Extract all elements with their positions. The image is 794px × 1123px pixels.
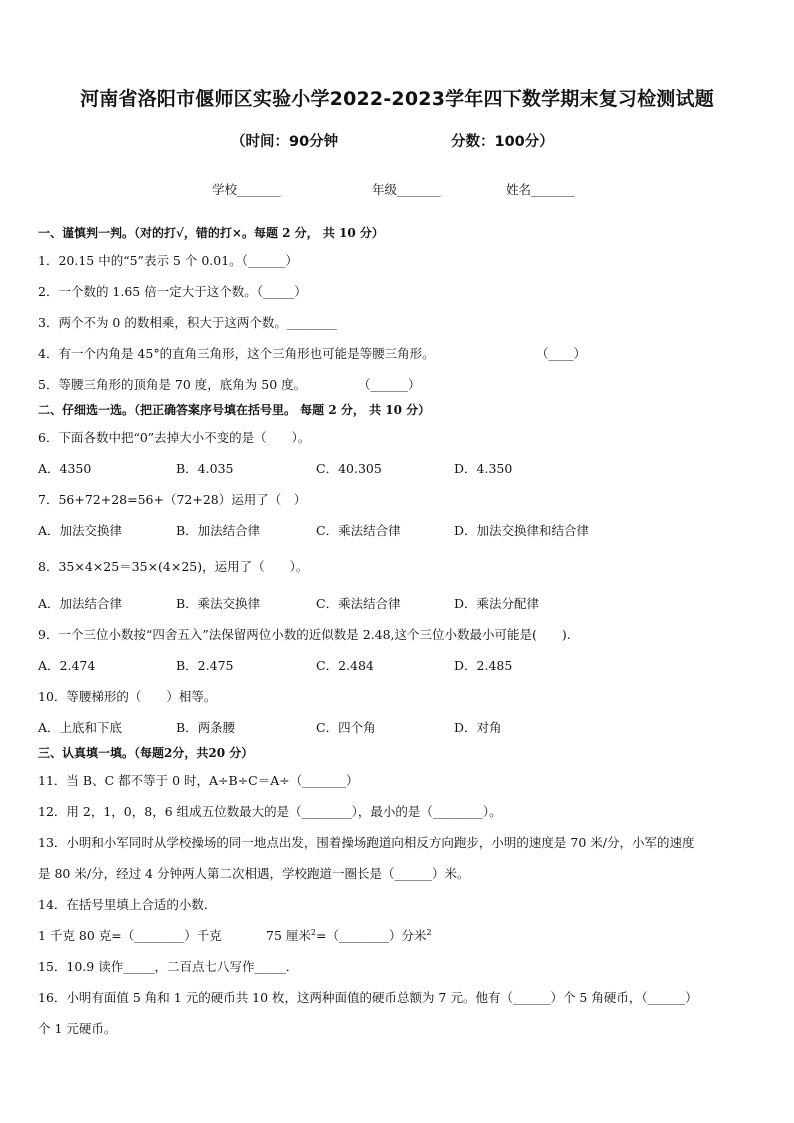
q6-option-d: D．4.350 xyxy=(454,461,513,476)
question-3: 3．两个不为 0 的数相乘，积大于这两个数。________ xyxy=(38,315,337,330)
page-title: 河南省洛阳市偃师区实验小学2022-2023学年四下数学期末复习检测试题 xyxy=(80,88,714,110)
question-7: 7．56+72+28=56+（72+28）运用了（ ） xyxy=(38,492,307,507)
question-16-line-2: 个 1 元硬币。 xyxy=(38,1021,117,1036)
question-6: 6．下面各数中把“0”去掉大小不变的是（ ）。 xyxy=(38,430,311,445)
section-heading-fill: 三、认真填一填。（每题2分，共20 分） xyxy=(38,746,254,760)
question-2: 2．一个数的 1.65 倍一定大于这个数。（_____） xyxy=(38,284,307,299)
question-4: 4．有一个内角是 45°的直角三角形，这个三角形也可能是等腰三角形。 xyxy=(38,346,435,361)
answer-blank-4[interactable]: （____） xyxy=(536,346,587,361)
question-16-line-1: 16．小明有面值 5 角和 1 元的硬币共 10 枚，这两种面值的硬币总额为 7 元。他有（______）个 5 角硬币，（______） xyxy=(38,990,698,1005)
name-field[interactable]: 姓名_______ xyxy=(506,182,575,197)
question-8: 8．35×4×25＝35×(4×25)，运用了（ ）。 xyxy=(38,559,309,574)
q6-option-b: B．4.035 xyxy=(176,461,234,476)
q10-option-a: A．上底和下底 xyxy=(38,720,123,735)
q8-option-a: A．加法结合律 xyxy=(38,596,123,611)
school-field[interactable]: 学校_______ xyxy=(212,182,281,197)
question-11: 11．当 B、C 都不等于 0 时，A÷B÷C＝A÷（_______） xyxy=(38,773,359,788)
question-13-line-1: 13．小明和小军同时从学校操场的同一地点出发，围着操场跑道向相反方向跑步，小明的速度是 70 米/分，小军的速度 xyxy=(38,835,695,850)
q7-option-b: B．加法结合律 xyxy=(176,523,261,538)
q10-option-c: C．四个角 xyxy=(316,720,376,735)
q7-option-a: A．加法交换律 xyxy=(38,523,123,538)
q9-option-d: D．2.485 xyxy=(454,658,513,673)
grade-field[interactable]: 年级_______ xyxy=(372,182,441,197)
q6-option-c: C．40.305 xyxy=(316,461,382,476)
q10-option-b: B．两条腰 xyxy=(176,720,236,735)
question-9: 9．一个三位小数按“四舍五入”法保留两位小数的近似数是 2.48,这个三位小数最小可能是( ). xyxy=(38,627,571,642)
question-15: 15．10.9 读作_____，二百点七八写作_____． xyxy=(38,959,299,974)
q14-sup-1: 2 xyxy=(310,927,316,937)
q7-option-d: D．加法交换律和结合律 xyxy=(454,523,590,538)
question-14-part-1: 1 千克 80 克=（________）千克 xyxy=(38,928,222,943)
question-13-line-2: 是 80 米/分，经过 4 分钟两人第二次相遇，学校跑道一圈长是（______）米。 xyxy=(38,866,470,881)
q8-option-b: B．乘法交换律 xyxy=(176,596,261,611)
q14-unit-cm: 75 厘米 xyxy=(266,928,311,943)
question-5: 5．等腰三角形的顶角是 70 度，底角为 50 度。 xyxy=(38,377,307,392)
q9-option-b: B．2.475 xyxy=(176,658,234,673)
q7-option-c: C．乘法结合律 xyxy=(316,523,401,538)
answer-blank-5[interactable]: （______） xyxy=(358,377,421,392)
section-heading-judge: 一、谨慎判一判。（对的打√，错的打×。每题 2 分， 共 10 分） xyxy=(38,226,384,240)
question-14: 14．在括号里填上合适的小数． xyxy=(38,897,217,912)
q6-option-a: A．4350 xyxy=(38,461,92,476)
question-10: 10．等腰梯形的（ ）相等。 xyxy=(38,689,217,704)
q14-unit-dm: =（________）分米 xyxy=(315,928,427,943)
q14-sup-2: 2 xyxy=(426,927,432,937)
section-heading-choice: 二、仔细选一选。（把正确答案序号填在括号里。 每题 2 分， 共 10 分） xyxy=(38,403,431,417)
question-1: 1．20.15 中的“5”表示 5 个 0.01。（______） xyxy=(38,253,298,268)
exam-score: 分数：100分） xyxy=(451,134,554,150)
question-12: 12．用 2，1，0，8，6 组成五位数最大的是（________），最小的是（________）。 xyxy=(38,804,502,819)
q10-option-d: D．对角 xyxy=(454,720,502,735)
exam-time: （时间：90分钟 xyxy=(231,134,339,150)
q8-option-c: C．乘法结合律 xyxy=(316,596,401,611)
question-14-part-2 xyxy=(266,926,432,944)
q9-option-c: C．2.484 xyxy=(316,658,374,673)
q8-option-d: D．乘法分配律 xyxy=(454,596,540,611)
q9-option-a: A．2.474 xyxy=(38,658,96,673)
